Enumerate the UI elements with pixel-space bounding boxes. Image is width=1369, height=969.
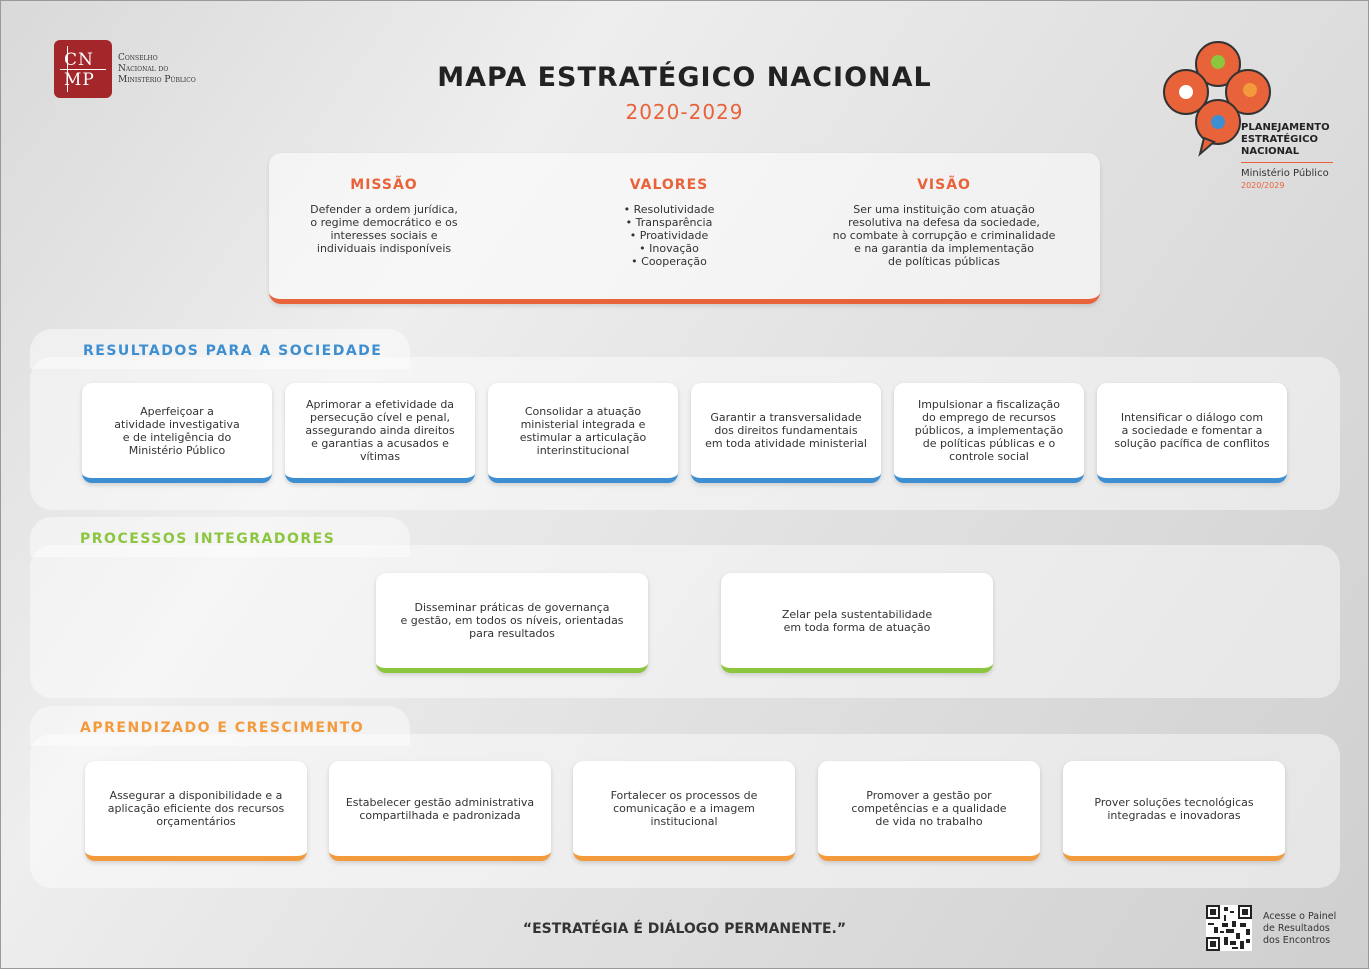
pen-divider bbox=[1241, 162, 1333, 163]
pen-line: NACIONAL bbox=[1241, 146, 1300, 157]
page-title: MAPA ESTRATÉGICO NACIONAL bbox=[437, 62, 932, 93]
pen-line: ESTRATÉGICO bbox=[1241, 134, 1318, 145]
missao-title: MISSÃO bbox=[350, 177, 418, 193]
objective-card: Disseminar práticas de governança e gestão, em todos os níveis, orientadas para resultados bbox=[376, 573, 648, 673]
cnmp-name-line: Nacional do bbox=[118, 63, 169, 74]
valores-column bbox=[589, 177, 749, 268]
section-processos bbox=[30, 517, 1340, 698]
qr-caption: Acesse o Painel de Resultados dos Encontros bbox=[1263, 911, 1337, 946]
pen-logo-text bbox=[1241, 122, 1330, 158]
objective-card: Aperfeiçoar a atividade investigativa e de inteligência do Ministério Público bbox=[82, 383, 272, 483]
objective-card: Promover a gestão por competências e a qualidade de vida no trabalho bbox=[818, 761, 1040, 861]
pen-line: PLANEJAMENTO bbox=[1241, 122, 1330, 133]
page-subtitle: 2020-2029 bbox=[625, 100, 744, 124]
cnmp-name-line: Conselho bbox=[118, 52, 158, 63]
objective-card: Zelar pela sustentabilidade em toda forma de atuação bbox=[721, 573, 993, 673]
pen-years: 2020/2029 bbox=[1241, 181, 1285, 190]
missao-text: Defender a ordem jurídica, o regime democrático e os interesses sociais e individuais indisponíveis bbox=[310, 203, 458, 255]
visao-text: Ser uma instituição com atuação resolutiva na defesa da sociedade, no combate à corrupção e criminalidade e na garantia da implementação de políticas públicas bbox=[832, 203, 1056, 268]
objective-card: Intensificar o diálogo com a sociedade e fomentar a solução pacífica de conflitos bbox=[1097, 383, 1287, 483]
objective-card: Aprimorar a efetividade da persecução cível e penal, assegurando ainda direitos e garantias a acusados e vítimas bbox=[285, 383, 475, 483]
valores-text: • Resolutividade • Transparência • Proatividade • Inovação • Cooperação bbox=[623, 203, 715, 268]
valores-title: VALORES bbox=[629, 177, 709, 193]
objective-card: Impulsionar a fiscalização do emprego de recursos públicos, a implementação de políticas públicas e o controle social bbox=[894, 383, 1084, 483]
visao-column bbox=[809, 177, 1079, 268]
footer-quote: “ESTRATÉGIA É DIÁLOGO PERMANENTE.” bbox=[522, 921, 847, 937]
objective-card: Assegurar a disponibilidade e a aplicação eficiente dos recursos orçamentários bbox=[85, 761, 307, 861]
visao-title: VISÃO bbox=[917, 177, 971, 193]
objective-card: Fortalecer os processos de comunicação e a imagem institucional bbox=[573, 761, 795, 861]
section-resultados bbox=[30, 329, 1340, 510]
cnmp-abbr-bottom: MP bbox=[64, 70, 95, 90]
objective-card: Consolidar a atuação ministerial integrada e estimular a articulação interinstitucional bbox=[488, 383, 678, 483]
section-background bbox=[30, 545, 1340, 698]
cnmp-abbr-top: CN bbox=[64, 50, 94, 70]
cnmp-name-line: Ministério Público bbox=[118, 74, 196, 85]
qr-code-icon[interactable] bbox=[1206, 905, 1252, 951]
objective-card: Garantir a transversalidade dos direitos fundamentais em toda atividade ministerial bbox=[691, 383, 881, 483]
missao-column bbox=[299, 177, 469, 255]
objective-card: Prover soluções tecnológicas integradas e inovadoras bbox=[1063, 761, 1285, 861]
mission-values-vision-panel bbox=[269, 153, 1100, 304]
objective-card: Estabelecer gestão administrativa compartilhada e padronizada bbox=[329, 761, 551, 861]
pen-sub: Ministério Público bbox=[1241, 168, 1329, 179]
section-title: RESULTADOS PARA A SOCIEDADE bbox=[83, 343, 383, 359]
section-title: APRENDIZADO E CRESCIMENTO bbox=[80, 720, 365, 736]
section-title: PROCESSOS INTEGRADORES bbox=[80, 531, 336, 547]
section-aprendizado bbox=[30, 706, 1340, 888]
